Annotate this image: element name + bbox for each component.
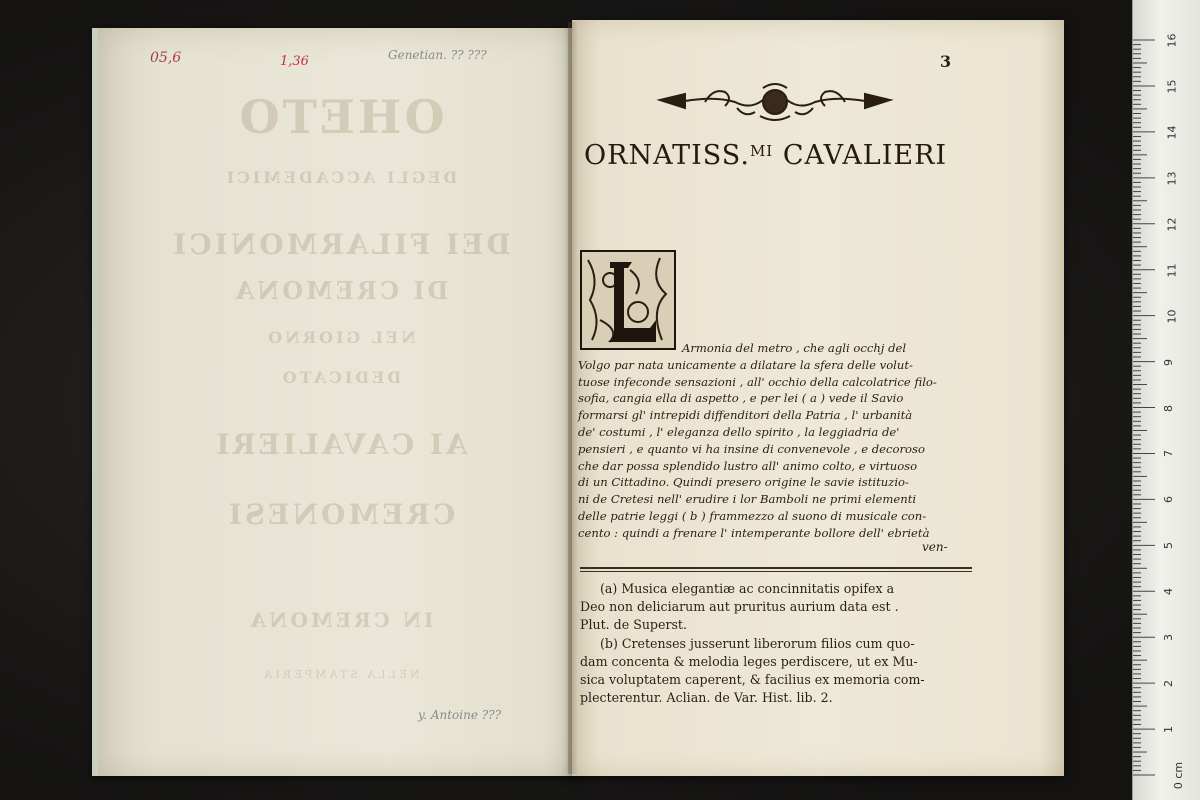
show-through-text: DEGLI ACCADEMICI [223,168,458,187]
footnote-line: sica voluptatem caperent, & facilius ex memoria com- [580,672,925,688]
ruler-label: 15 [1165,79,1179,94]
body-line: pensieri , e quanto vi ha insine di convenevole , e decoroso [578,441,925,456]
show-through-text: DEI FILARMONICI [170,228,511,261]
body-line: Volgo par nata unicamente a dilatare la sfera delle volut- [578,357,913,372]
ruler-label: 13 [1165,171,1179,186]
footnote-line: Plut. de Superst. [580,617,687,633]
body-line: ni de Cretesi nell' erudire i lor Bamboli ne primi elementi [578,492,917,507]
decorated-initial-l-icon [580,250,676,350]
body-line: cento : quindi a frenare l' intemperante bollore dell' ebrietà [578,525,930,540]
handwritten-note: 1,36 [280,54,309,69]
show-through-text: CREMONESI [225,498,456,531]
handwritten-note: Genetian. ?? ??? [388,48,487,62]
catchword: ven- [922,540,948,554]
ruler-label: 5 [1162,542,1175,550]
ruler-label: 7 [1162,450,1175,458]
body-line: che dar possa splendido lustro all' animo colto, e virtuoso [578,458,918,473]
footnote-line: (b) Cretenses jusserunt liberorum filios cum quo- [600,635,915,651]
ruler-label: 12 [1165,217,1179,232]
ruler-label: 9 [1162,358,1175,366]
left-page [92,28,583,776]
handwritten-note: 05,6 [150,50,182,66]
ruler-label: 3 [1162,634,1175,642]
footnote-line: (a) Musica elegantiæ ac concinnitatis opifex a [600,581,895,596]
footnote-line: plecterentur. Aclian. de Var. Hist. lib. 2. [580,690,833,706]
ruler-label: 4 [1162,588,1175,596]
page-number: 3 [940,52,952,71]
ruler-label: 2 [1162,680,1175,688]
footnote-rule [580,567,972,569]
show-through-text: NEL GIORNO [265,328,416,347]
ruler-label: 16 [1165,33,1179,48]
footnotes [580,580,980,707]
footnote-line: Deo non deliciarum aut pruritus aurium data est . [580,599,899,615]
show-through-text: DI CREMONA [232,276,449,305]
show-through-text: ΟΗΕΤΟ [236,90,445,144]
ruler-label: 14 [1165,125,1179,140]
ruler-label: 0 cm [1172,761,1186,790]
body-line: di un Cittadino. Quindi presero origine le savie istituzio- [578,475,909,490]
body-line: de' costumi , l' eleganza dello spirito , la leggiadria de' [578,424,900,439]
show-through-text: IN CREMONA [247,608,434,632]
ruler-label: 8 [1162,404,1175,412]
body-line: delle patrie leggi ( b ) frammezzo al suono di musicale con- [578,508,927,523]
body-line: tuose infeconde sensazioni , all' occhio della calcolatrice filo- [578,374,937,389]
ruler-label: 6 [1162,496,1175,504]
footnote-rule-thin [580,571,972,572]
show-through-text: AI CAVALIERI [213,428,468,461]
ruler-label: 11 [1165,263,1179,278]
handwritten-note: y. Antoine ??? [418,708,502,722]
dedication-heading: ORNATISS.$^{MI}$ CAVALIERI [584,140,948,171]
ruler-label: 1 [1162,726,1175,734]
ruler-label: 10 [1165,309,1179,324]
footnote-line: dam concenta & melodia leges perdiscere, ut ex Mu- [580,653,918,669]
body-line: Armonia del metro , che agli occhj del [682,341,907,355]
show-through-text: NELLA STAMPERIA [261,668,420,681]
headpiece-ornament-icon [655,78,895,128]
body-text [578,340,982,542]
gutter-shadow [568,22,578,774]
body-line: sofia, cangia ella di aspetto , e per lei ( a ) vede il Savio [578,391,904,406]
show-through-text: DEDICATO [279,368,402,387]
body-line: formarsi gl' intrepidi diffenditori della Patria , l' urbanità [578,408,913,423]
